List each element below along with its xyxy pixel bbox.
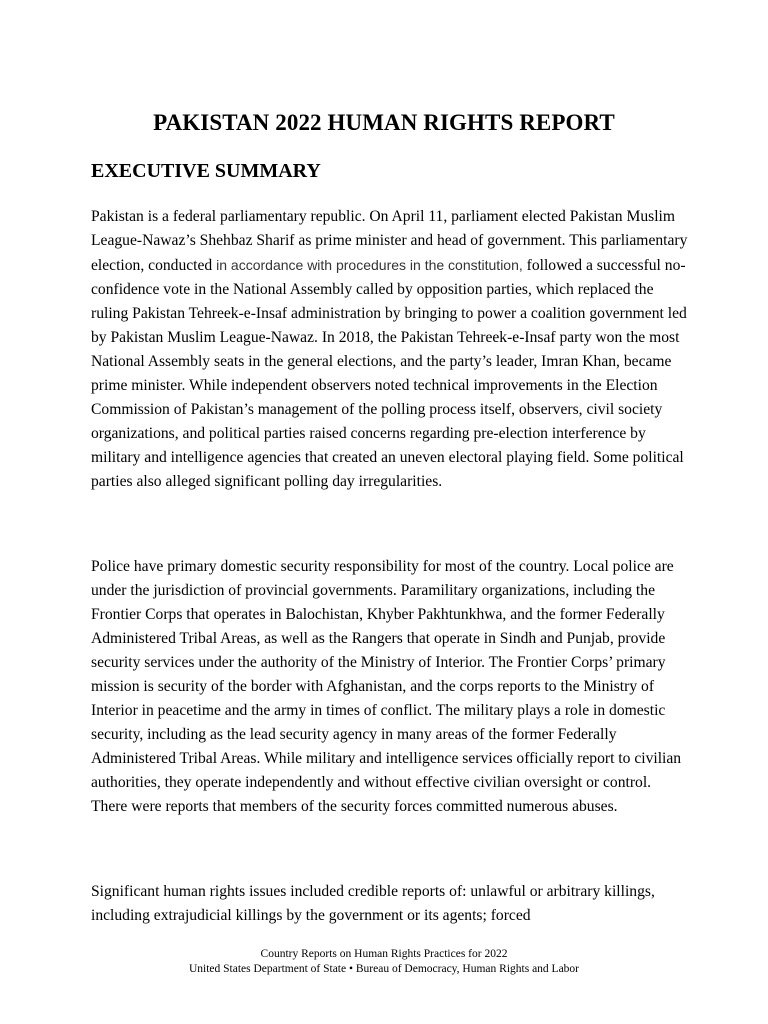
paragraph-1-part-b: in accordance with procedures in the constitution, [216,257,527,273]
paragraph-1-part-a: Pakistan is a federal parliamentary republic. On April 11, parliament elected Pakistan Muslim League-Nawaz’s Shehbaz Sharif as prime minister and head of government. This parliamentary election, conducted [91,208,688,274]
paragraph-2: Police have primary domestic security responsibility for most of the country. Local police are under the jurisdiction of provincial governments. Paramilitary organizations, including the Frontier Corps that operates in Balochistan, Khyber Pakhtunkhwa, and the former Federally Administered Tribal Areas, as well as the Rangers that operate in Sindh and Punjab, provide security services under the authority of the Ministry of Interior. The Frontier Corps’ primary mission is security of the border with Afghanistan, and the corps reports to the Ministry of Interior in peacetime and the army in times of conflict. The military plays a role in domestic security, including as the lead security agency in many areas of the former Federally Administered Tribal Areas. While military and intelligence services officially report to civilian authorities, they operate independently and without effective civilian oversight or control. There were reports that members of the security forces committed numerous abuses. [91,558,682,815]
section-heading: EXECUTIVE SUMMARY [91,160,321,182]
footer-line-2: United States Department of State • Bureau of Democracy, Human Rights and Labor [188,963,580,975]
paragraph-3: Significant human rights issues included credible reports of: unlawful or arbitrary killings, including extrajudicial killings by the government or its agents; forced [91,883,655,924]
paragraph-1 [91,205,691,494]
paragraph-1-part-c: followed a successful no-confidence vote in the National Assembly called by opposition parties, which replaced the ruling Pakistan Tehreek-e-Insaf administration by bringing to power a coalition government led by Pakistan Muslim League-Nawaz. In 2018, the Pakistan Tehreek-e-Insaf party won the most National Assembly seats in the general elections, and the party’s leader, Imran Khan, became prime minister. While independent observers noted technical improvements in the Election Commission of Pakistan’s management of the polling process itself, observers, civil society organizations, and political parties raised concerns regarding pre-election interference by military and intelligence agencies that created an uneven electoral playing field. Some political parties also alleged significant polling day irregularities. [91,257,687,490]
footer-line-1: Country Reports on Human Rights Practices for 2022 [260,948,508,960]
report-title: PAKISTAN 2022 HUMAN RIGHTS REPORT [153,110,615,135]
